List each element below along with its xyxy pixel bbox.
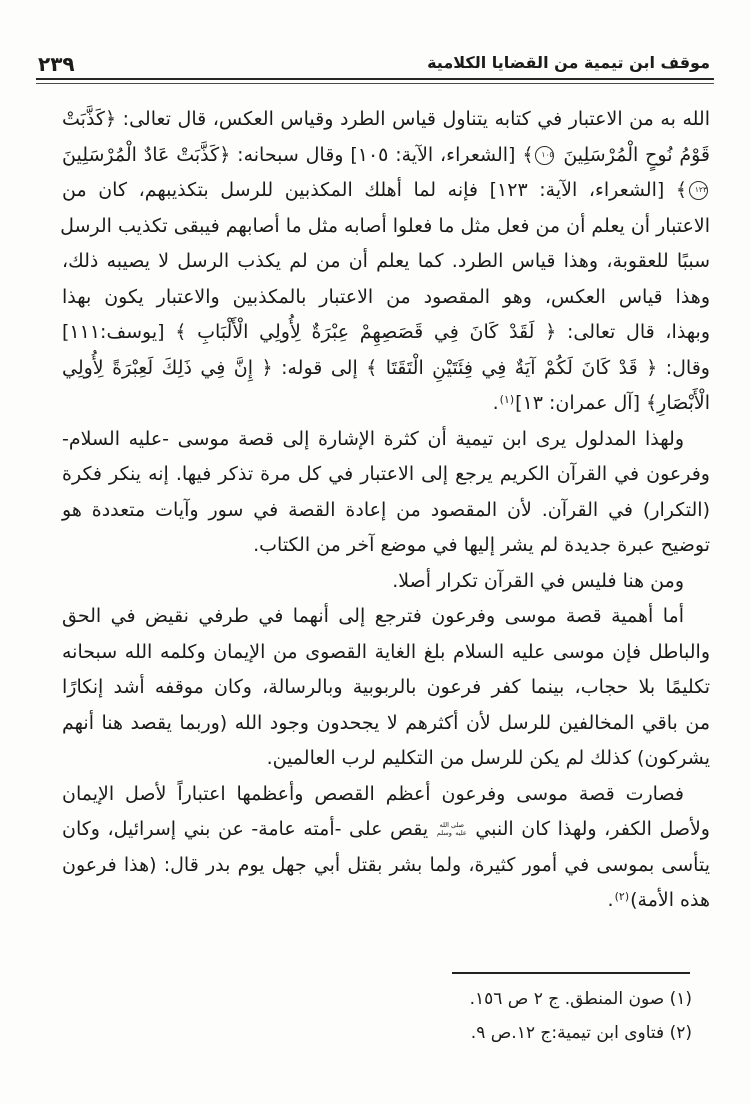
book-title: موقف ابن تيمية من القضايا الكلامية bbox=[427, 53, 710, 72]
footnote-ref: (٢) bbox=[614, 890, 630, 903]
footnote-item: (١) صون المنطق. ج ٢ ص ١٥٦. bbox=[469, 989, 692, 1009]
quran-verse: كَذَّبَتْ عَادٌ الْمُرْسَلِينَ bbox=[62, 143, 220, 166]
footnote-ref: (١) bbox=[499, 393, 515, 406]
quran-verse: قَوْمُ نُوحٍ الْمُرْسَلِينَ bbox=[556, 143, 710, 166]
text-line: توضيح عبرة جديدة لم يشر إليها في موضع آخر من الكتاب. bbox=[253, 534, 710, 556]
text-line: الْأَبْصَارِ﴾ [آل عمران: ١٣]$^{(١)}$. bbox=[492, 392, 710, 414]
text-line: والباطل فإن موسى عليه السلام بلغ الغاية القصوى من الإيمان وكلمه الله سبحانه bbox=[62, 640, 710, 663]
ayah-end-marker: ١٠٥ bbox=[535, 146, 554, 165]
text-line: يتأسى بموسى في أمور كثيرة، ولما بشر بقتل أبي جهل يوم بدر قال: (هذا فرعون bbox=[62, 853, 710, 876]
quran-verse: لَقَدْ كَانَ فِي قَصَصِهِمْ عِبْرَةٌ لِأُولِي الْأَلْبَابِ bbox=[197, 321, 535, 343]
text-line: ولأصل الكفر، ولهذا كان النبي صلى الله عليه وسلم يقص على -أمته عامة- عن بني إسرائيل، وكان bbox=[62, 818, 710, 840]
honorific-saw: صلى الله عليه وسلم bbox=[436, 821, 467, 837]
quran-verse: قَدْ كَانَ لَكُمْ آيَةٌ فِي فِئَتَيْنِ الْتَقَتَا bbox=[385, 356, 638, 379]
text-line: تكليمًا بلا حجاب، بينما كفر فرعون بالربوبية وبالرسالة، وكان موقفه أشد إنكارًا bbox=[62, 676, 710, 698]
text-line: قَوْمُ نُوحٍ الْمُرْسَلِينَ ١٠٥﴾ [الشعراء، الآية: ١٠٥] وقال سبحانه: ﴿كَذَّبَتْ عَادٌ الْمُرْسَلِينَ bbox=[62, 143, 710, 166]
text-line: فصارت قصة موسى وفرعون أعظم القصص وأعظمها اعتباراً لأصل الإيمان bbox=[62, 782, 684, 805]
text-line: وهذا قياس العكس، وهو المقصود من الاعتبار بالمكذبين والاعتبار يكون بهذا bbox=[62, 285, 710, 308]
quran-verse: ﴾ bbox=[675, 179, 687, 201]
text-line: (التكرار) في القرآن. لأن المقصود من إعادة القصة في سور وآيات متعددة هو bbox=[62, 498, 710, 521]
text-line: أما أهمية قصة موسى وفرعون فترجع إلى أنهما في طرفي نقيض في الحق bbox=[62, 605, 684, 627]
text-line: ولهذا المدلول يرى ابن تيمية أن كثرة الإشارة إلى قصة موسى -عليه السلام- bbox=[62, 427, 684, 450]
quran-verse: ﴾ bbox=[522, 143, 534, 166]
text-line: من باقي المخالفين للرسل لأن أكثرهم لا يجحدون وجود الله (وربما يقصد هنا أنهم bbox=[62, 711, 710, 734]
page-header bbox=[36, 48, 714, 84]
quran-verse: الْأَبْصَارِ bbox=[657, 392, 710, 414]
header-row bbox=[36, 48, 714, 78]
text-line: وقال: ﴿ قَدْ كَانَ لَكُمْ آيَةٌ فِي فِئَتَيْنِ الْتَقَتَا ﴾ إلى قوله: ﴿ إِنَّ فِي ذَلِكَ لَعِبْرَةً لِأُولِي bbox=[62, 356, 710, 379]
text-line: الله به من الاعتبار في كتابه يتناول قياس الطرد وقياس العكس، قال تعالى: ﴿كَذَّبَتْ bbox=[62, 108, 710, 130]
quran-verse: إِنَّ فِي ذَلِكَ لَعِبْرَةً لِأُولِي bbox=[62, 356, 254, 379]
text-line: ١٢٣﴾ [الشعراء، الآية: ١٢٣] فإنه لما أهلك المكذبين للرسل بتكذيبهم، كان من bbox=[62, 179, 707, 201]
text-line: وفرعون في القرآن الكريم يرجع إلى الاعتبار في كل مرة تذكر فيها. إنه ينكر فكرة bbox=[62, 463, 710, 485]
text-line: سببًا للعقوبة، وهذا قياس الطرد. كما يعلم أن من لم يكذب الرسل لا يصيبه ذلك، bbox=[62, 250, 710, 272]
footnotes-list bbox=[62, 974, 710, 1050]
text-line: يشركون) كذلك لم يكن للرسل من التكليم لرب العالمين. bbox=[266, 747, 710, 769]
footnotes-section bbox=[62, 972, 710, 1050]
quran-verse: كَذَّبَتْ bbox=[62, 108, 105, 130]
ayah-end-marker: ١٢٣ bbox=[689, 181, 708, 200]
text-line: الاعتبار أن يعلم أن من فعل مثل ما فعلوا أصابه مثل ما أصابهم فيبقى تكذيب الرسل bbox=[60, 214, 710, 237]
footnote-item: (٢) فتاوى ابن تيمية:ج ١٢.ص ٩. bbox=[470, 1023, 692, 1043]
header-rule-thin bbox=[36, 83, 714, 84]
text-line: ومن هنا فليس في القرآن تكرار أصلا. bbox=[392, 569, 684, 592]
page-number: ٢٣٩ bbox=[38, 52, 75, 76]
body-text bbox=[62, 102, 710, 919]
header-rule-thick bbox=[36, 78, 714, 80]
text-line: وبهذا، قال تعالى: ﴿ لَقَدْ كَانَ فِي قَصَصِهِمْ عِبْرَةٌ لِأُولِي الْأَلْبَابِ ﴾ [يوسف:١١١] bbox=[62, 321, 711, 343]
text-line: هذه الأمة)$^{(٢)}$. bbox=[607, 889, 710, 911]
